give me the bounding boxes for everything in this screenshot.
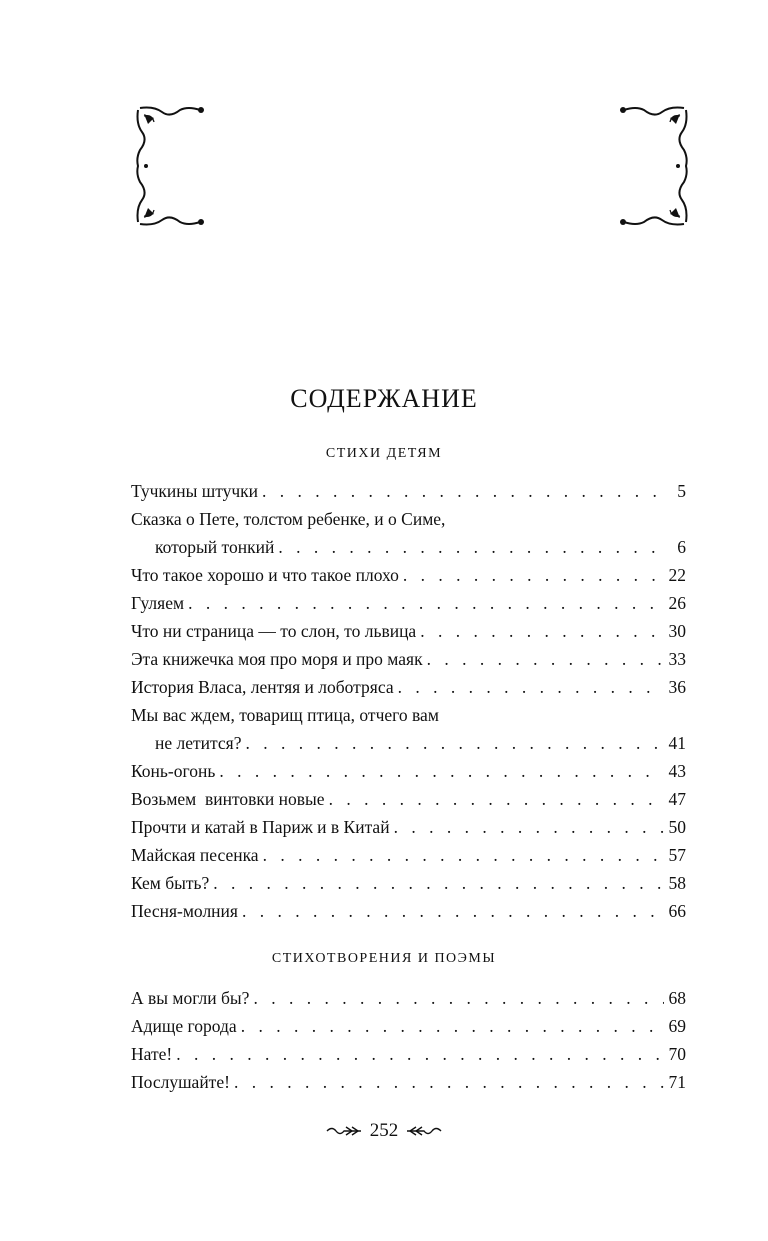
toc-entry-title: Песня-молния (131, 901, 238, 921)
toc-list-poems (131, 984, 686, 1096)
toc-entry-title: Тучкины штучки (131, 481, 259, 501)
toc-entry-title: История Власа, лентяя и лоботряса (131, 677, 394, 697)
dot-leader (263, 841, 664, 869)
toc-entry[interactable] (131, 785, 686, 813)
toc-entry-title: Что ни страница — то слон, то львица (131, 621, 417, 641)
toc-entry[interactable] (131, 477, 686, 505)
toc-entry[interactable] (131, 1012, 686, 1040)
dot-leader (427, 645, 664, 673)
toc-entry-page: 41 (668, 733, 686, 753)
toc-entry-page: 22 (668, 565, 686, 585)
page-title: СОДЕРЖАНИЕ (290, 384, 478, 413)
toc-entry[interactable] (131, 561, 686, 589)
toc-entry[interactable] (131, 841, 686, 869)
dot-leader (329, 785, 664, 813)
toc-entry-page: 57 (668, 845, 686, 865)
toc-entry-title: Кем быть? (131, 873, 210, 893)
dot-leader (245, 729, 664, 757)
dot-leader (176, 1040, 664, 1068)
toc-entry-page: 70 (668, 1044, 686, 1064)
dot-leader (262, 477, 664, 505)
toc-entry-page: 50 (668, 817, 686, 837)
toc-entry-page: 68 (668, 988, 686, 1008)
section-heading-children-poems: СТИХИ ДЕТЯМ (325, 446, 443, 461)
toc-entry[interactable] (131, 813, 686, 841)
toc-entry[interactable] (131, 589, 686, 617)
toc-entry[interactable] (131, 897, 686, 925)
toc-entry[interactable] (131, 984, 686, 1012)
toc-entry-title: Что такое хорошо и что такое плохо (131, 565, 399, 585)
dot-leader (403, 561, 664, 589)
toc-entry-page: 66 (668, 901, 686, 921)
toc-entry[interactable] (131, 673, 686, 701)
dot-leader (398, 673, 664, 701)
section-heading-poems: СТИХОТВОРЕНИЯ И ПОЭМЫ (271, 951, 497, 966)
toc-entry[interactable] (131, 505, 686, 561)
toc-entry-page: 58 (668, 873, 686, 893)
footer-ornament-left-icon (326, 1124, 362, 1138)
toc-entry-title: Послушайте! (131, 1072, 230, 1092)
corner-ornament-left-icon (134, 104, 206, 228)
toc-entry-title: Возьмем винтовки новые (131, 789, 325, 809)
toc-entry-title-continuation: который тонкий (155, 537, 275, 557)
page-footer (0, 1120, 768, 1142)
dot-leader (241, 1012, 664, 1040)
toc-entry-page: 69 (668, 1016, 686, 1036)
toc-entry-title: Адище города (131, 1016, 237, 1036)
toc-entry[interactable] (131, 1040, 686, 1068)
dot-leader (420, 617, 664, 645)
dot-leader (188, 589, 664, 617)
toc-entry[interactable] (131, 869, 686, 897)
toc-entry-page: 5 (677, 481, 686, 501)
toc-entry[interactable] (131, 617, 686, 645)
toc-entry-title: Гуляем (131, 593, 185, 613)
toc-entry-title-continuation: не летится? (155, 733, 242, 753)
toc-entry-page: 26 (668, 593, 686, 613)
page-number: 252 (369, 1120, 399, 1141)
toc-entry-page: 36 (668, 677, 686, 697)
dot-leader (253, 984, 664, 1012)
toc-entry-title: Прочти и катай в Париж и в Китай (131, 817, 390, 837)
toc-entry[interactable] (131, 1068, 686, 1096)
toc-entry-title: Майская песенка (131, 845, 259, 865)
dot-leader (278, 533, 664, 561)
toc-list-children-poems (131, 477, 686, 925)
toc-entry-title: Эта книжечка моя про моря и про маяк (131, 649, 423, 669)
dot-leader (242, 897, 664, 925)
toc-entry[interactable] (131, 645, 686, 673)
dot-leader (213, 869, 664, 897)
toc-entry-page: 33 (668, 649, 686, 669)
toc-entry-title: Мы вас ждем, товарищ птица, отчего вам (131, 705, 439, 725)
corner-ornament-right-icon (618, 104, 690, 228)
toc-entry-title: Конь-огонь (131, 761, 216, 781)
toc-entry-page: 30 (668, 621, 686, 641)
toc-entry-page: 47 (668, 789, 686, 809)
toc-entry[interactable] (131, 701, 686, 757)
dot-leader (234, 1068, 664, 1096)
toc-entry-title: Нате! (131, 1044, 173, 1064)
toc-entry-page: 43 (668, 761, 686, 781)
dot-leader (219, 757, 664, 785)
dot-leader (394, 813, 664, 841)
toc-entry[interactable] (131, 757, 686, 785)
toc-entry-title: Сказка о Пете, толстом ребенке, и о Симе, (131, 509, 446, 529)
toc-entry-title: А вы могли бы? (131, 988, 250, 1008)
toc-entry-page: 71 (668, 1072, 686, 1092)
footer-ornament-right-icon (406, 1124, 442, 1138)
toc-entry-page: 6 (677, 537, 686, 557)
